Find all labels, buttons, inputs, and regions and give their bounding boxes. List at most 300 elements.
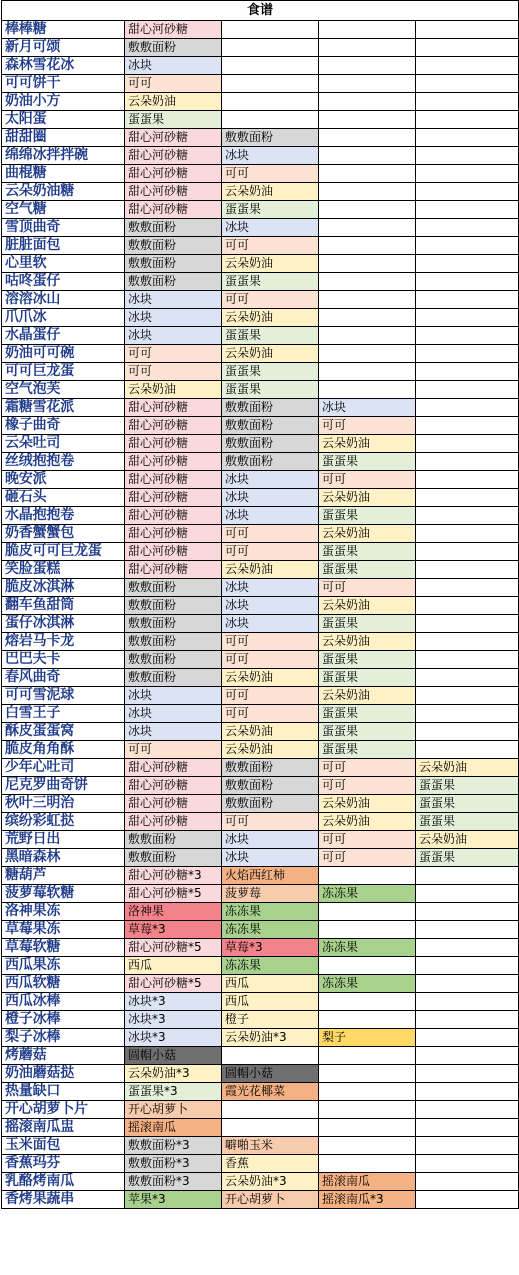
table-row: [2, 723, 519, 741]
ingredient-cell: 蛋蛋果: [416, 813, 519, 831]
ingredient-cell: 敷敷面粉: [222, 417, 319, 435]
ingredient-cell: 云朵奶油: [222, 669, 319, 687]
empty-cell: [319, 1083, 416, 1101]
empty-cell: [416, 183, 519, 201]
table-row: [2, 489, 519, 507]
empty-cell: [416, 903, 519, 921]
recipe-name: 脆皮可可巨龙蛋: [2, 543, 125, 561]
ingredient-cell: 可可: [319, 831, 416, 849]
ingredient-cell: 可可: [125, 75, 222, 93]
ingredient-cell: 云朵奶油: [222, 741, 319, 759]
empty-cell: [319, 201, 416, 219]
table-row: [2, 183, 519, 201]
recipe-name: 熔岩马卡龙: [2, 633, 125, 651]
table-row: [2, 813, 519, 831]
ingredient-cell: 冰块: [125, 723, 222, 741]
ingredient-cell: 蛋蛋果: [319, 723, 416, 741]
table-row: [2, 1191, 519, 1209]
ingredient-cell: 敷敷面粉: [125, 615, 222, 633]
recipe-name: 巴巴夫卡: [2, 651, 125, 669]
empty-cell: [222, 57, 319, 75]
ingredient-cell: 蛋蛋果: [222, 273, 319, 291]
recipe-name: 空气糖: [2, 201, 125, 219]
ingredient-cell: 敷敷面粉: [125, 831, 222, 849]
recipe-name: 水晶蛋仔: [2, 327, 125, 345]
table-row: [2, 525, 519, 543]
recipe-name: 空气泡芙: [2, 381, 125, 399]
empty-cell: [319, 1047, 416, 1065]
ingredient-cell: 敷敷面粉: [125, 255, 222, 273]
ingredient-cell: 可可: [319, 849, 416, 867]
recipe-name: 西瓜冰棒: [2, 993, 125, 1011]
recipe-name: 可可雪泥球: [2, 687, 125, 705]
recipe-name: 曲棍糖: [2, 165, 125, 183]
ingredient-cell: 火焰西红柿: [222, 867, 319, 885]
ingredient-cell: 冰块: [222, 615, 319, 633]
empty-cell: [416, 489, 519, 507]
ingredient-cell: 冰块: [222, 471, 319, 489]
empty-cell: [319, 39, 416, 57]
empty-cell: [416, 633, 519, 651]
table-row: [2, 111, 519, 129]
empty-cell: [222, 1119, 319, 1137]
ingredient-cell: 云朵奶油: [319, 525, 416, 543]
ingredient-cell: 可可: [319, 777, 416, 795]
ingredient-cell: 蛋蛋果: [319, 669, 416, 687]
ingredient-cell: 可可: [125, 345, 222, 363]
empty-cell: [319, 867, 416, 885]
table-row: [2, 381, 519, 399]
empty-cell: [319, 345, 416, 363]
table-row: [2, 993, 519, 1011]
empty-cell: [416, 309, 519, 327]
ingredient-cell: 开心胡萝卜: [222, 1191, 319, 1209]
empty-cell: [416, 939, 519, 957]
ingredient-cell: 冰块: [222, 597, 319, 615]
ingredient-cell: 香蕉: [222, 1155, 319, 1173]
ingredient-cell: 草莓*3: [125, 921, 222, 939]
table-row: [2, 1119, 519, 1137]
ingredient-cell: 云朵奶油: [319, 597, 416, 615]
ingredient-cell: 蛋蛋果*3: [125, 1083, 222, 1101]
ingredient-cell: 甜心河砂糖*5: [125, 885, 222, 903]
ingredient-cell: 蛋蛋果: [319, 651, 416, 669]
ingredient-cell: 云朵奶油: [222, 561, 319, 579]
table-row: [2, 867, 519, 885]
table-row: [2, 939, 519, 957]
ingredient-cell: 甜心河砂糖: [125, 759, 222, 777]
ingredient-cell: 蛋蛋果: [416, 849, 519, 867]
empty-cell: [416, 1137, 519, 1155]
table-row: [2, 651, 519, 669]
recipe-name: 西瓜软糖: [2, 975, 125, 993]
recipe-name: 梨子冰棒: [2, 1029, 125, 1047]
ingredient-cell: 蛋蛋果: [416, 795, 519, 813]
empty-cell: [416, 345, 519, 363]
table-row: [2, 1047, 519, 1065]
ingredient-cell: 云朵奶油*3: [222, 1173, 319, 1191]
table-row: [2, 75, 519, 93]
ingredient-cell: 蛋蛋果: [222, 363, 319, 381]
recipe-name: 心里软: [2, 255, 125, 273]
ingredient-cell: 冻冻果: [319, 885, 416, 903]
empty-cell: [416, 399, 519, 417]
empty-cell: [416, 93, 519, 111]
empty-cell: [319, 1101, 416, 1119]
empty-cell: [416, 1155, 519, 1173]
recipe-name: 橙子冰棒: [2, 1011, 125, 1029]
table-row: [2, 273, 519, 291]
ingredient-cell: 冰块: [125, 327, 222, 345]
empty-cell: [319, 1119, 416, 1137]
ingredient-cell: 可可: [222, 291, 319, 309]
recipe-name: 绵绵冰拌拌碗: [2, 147, 125, 165]
empty-cell: [416, 435, 519, 453]
ingredient-cell: 可可: [125, 741, 222, 759]
recipe-name: 森林雪花冰: [2, 57, 125, 75]
recipe-name: 奶香蟹蟹包: [2, 525, 125, 543]
table-row: [2, 669, 519, 687]
empty-cell: [319, 957, 416, 975]
ingredient-cell: 蛋蛋果: [319, 543, 416, 561]
ingredient-cell: 可可: [222, 687, 319, 705]
ingredient-cell: 冻冻果: [222, 921, 319, 939]
empty-cell: [319, 381, 416, 399]
recipe-name: 脆皮角角酥: [2, 741, 125, 759]
empty-cell: [319, 363, 416, 381]
ingredient-cell: 可可: [319, 417, 416, 435]
recipe-name: 糖葫芦: [2, 867, 125, 885]
empty-cell: [416, 615, 519, 633]
recipe-name: 溶溶冰山: [2, 291, 125, 309]
ingredient-cell: 敷敷面粉: [125, 237, 222, 255]
recipe-name: 香烤果蔬串: [2, 1191, 125, 1209]
ingredient-cell: 橙子: [222, 1011, 319, 1029]
empty-cell: [416, 1119, 519, 1137]
table-row: [2, 615, 519, 633]
ingredient-cell: 冰块: [222, 219, 319, 237]
table-row: [2, 1137, 519, 1155]
table-row: [2, 957, 519, 975]
recipe-name: 菠萝莓软糖: [2, 885, 125, 903]
empty-cell: [416, 147, 519, 165]
ingredient-cell: 可可: [222, 633, 319, 651]
ingredient-cell: 冰块: [125, 705, 222, 723]
ingredient-cell: 云朵奶油: [319, 633, 416, 651]
recipe-name: 新月可颂: [2, 39, 125, 57]
ingredient-cell: 甜心河砂糖*5: [125, 975, 222, 993]
ingredient-cell: 敷敷面粉: [222, 453, 319, 471]
empty-cell: [319, 903, 416, 921]
empty-cell: [416, 723, 519, 741]
recipe-name: 烤蘑菇: [2, 1047, 125, 1065]
ingredient-cell: 开心胡萝卜: [125, 1101, 222, 1119]
recipe-name: 西瓜果冻: [2, 957, 125, 975]
ingredient-cell: 云朵奶油: [222, 723, 319, 741]
empty-cell: [416, 1029, 519, 1047]
empty-cell: [319, 57, 416, 75]
recipe-name: 草莓软糖: [2, 939, 125, 957]
ingredient-cell: 敷敷面粉*3: [125, 1155, 222, 1173]
empty-cell: [319, 291, 416, 309]
empty-cell: [416, 381, 519, 399]
ingredient-cell: 可可: [222, 543, 319, 561]
ingredient-cell: 敷敷面粉: [222, 129, 319, 147]
empty-cell: [416, 1173, 519, 1191]
table-row: [2, 309, 519, 327]
table-row: [2, 579, 519, 597]
table-row: [2, 93, 519, 111]
ingredient-cell: 甜心河砂糖: [125, 183, 222, 201]
table-row: [2, 399, 519, 417]
empty-cell: [319, 993, 416, 1011]
recipe-name: 奶油小方: [2, 93, 125, 111]
table-row: [2, 291, 519, 309]
ingredient-cell: 敷敷面粉: [125, 633, 222, 651]
ingredient-cell: 冰块: [222, 849, 319, 867]
ingredient-cell: 可可: [319, 471, 416, 489]
empty-cell: [222, 1101, 319, 1119]
ingredient-cell: 敷敷面粉: [125, 669, 222, 687]
ingredient-cell: 蛋蛋果: [319, 615, 416, 633]
ingredient-cell: 云朵奶油: [222, 183, 319, 201]
ingredient-cell: 甜心河砂糖: [125, 813, 222, 831]
empty-cell: [416, 273, 519, 291]
ingredient-cell: 甜心河砂糖: [125, 561, 222, 579]
ingredient-cell: 甜心河砂糖: [125, 471, 222, 489]
ingredient-cell: 冰块: [125, 687, 222, 705]
ingredient-cell: 甜心河砂糖: [125, 129, 222, 147]
ingredient-cell: 敷敷面粉: [125, 597, 222, 615]
empty-cell: [416, 687, 519, 705]
table-row: [2, 777, 519, 795]
recipe-name: 橡子曲奇: [2, 417, 125, 435]
ingredient-cell: 可可: [222, 237, 319, 255]
ingredient-cell: 圆帽小菇: [222, 1065, 319, 1083]
recipe-name: 砸石头: [2, 489, 125, 507]
ingredient-cell: 敷敷面粉: [125, 651, 222, 669]
ingredient-cell: 西瓜: [222, 975, 319, 993]
ingredient-cell: 冰块: [125, 57, 222, 75]
recipe-name: 尼克罗曲奇饼: [2, 777, 125, 795]
empty-cell: [319, 147, 416, 165]
recipe-name: 少年心吐司: [2, 759, 125, 777]
empty-cell: [319, 93, 416, 111]
empty-cell: [416, 75, 519, 93]
empty-cell: [319, 1065, 416, 1083]
ingredient-cell: 蛋蛋果: [319, 561, 416, 579]
ingredient-cell: 草莓*3: [222, 939, 319, 957]
table-row: [2, 147, 519, 165]
table-row: [2, 165, 519, 183]
ingredient-cell: 蛋蛋果: [125, 111, 222, 129]
table-row: [2, 327, 519, 345]
ingredient-cell: 冰块: [222, 489, 319, 507]
table-row: [2, 471, 519, 489]
ingredient-cell: 云朵奶油: [125, 381, 222, 399]
empty-cell: [319, 1155, 416, 1173]
ingredient-cell: 摇滚南瓜*3: [319, 1191, 416, 1209]
empty-cell: [319, 327, 416, 345]
table-row: [2, 129, 519, 147]
ingredient-cell: 甜心河砂糖*5: [125, 939, 222, 957]
empty-cell: [319, 1011, 416, 1029]
empty-cell: [416, 651, 519, 669]
table-row: [2, 633, 519, 651]
table-row: [2, 921, 519, 939]
ingredient-cell: 冰块: [125, 291, 222, 309]
ingredient-cell: 甜心河砂糖: [125, 201, 222, 219]
ingredient-cell: 甜心河砂糖: [125, 435, 222, 453]
ingredient-cell: 甜心河砂糖: [125, 795, 222, 813]
table-row: [2, 705, 519, 723]
ingredient-cell: 苹果*3: [125, 1191, 222, 1209]
empty-cell: [416, 579, 519, 597]
ingredient-cell: 甜心河砂糖: [125, 399, 222, 417]
empty-cell: [416, 129, 519, 147]
ingredient-cell: 甜心河砂糖: [125, 507, 222, 525]
table-row: [2, 1101, 519, 1119]
recipe-name: 霜糖雪花派: [2, 399, 125, 417]
ingredient-cell: 云朵奶油: [222, 345, 319, 363]
ingredient-cell: 冰块: [222, 831, 319, 849]
recipe-name: 可可饼干: [2, 75, 125, 93]
table-row: [2, 417, 519, 435]
empty-cell: [416, 291, 519, 309]
ingredient-cell: 云朵奶油: [319, 687, 416, 705]
empty-cell: [416, 1101, 519, 1119]
ingredient-cell: 云朵奶油: [416, 831, 519, 849]
empty-cell: [416, 237, 519, 255]
ingredient-cell: 可可: [319, 579, 416, 597]
empty-cell: [416, 453, 519, 471]
recipe-name: 玉米面包: [2, 1137, 125, 1155]
table-row: [2, 885, 519, 903]
table-row: [2, 237, 519, 255]
ingredient-cell: 云朵奶油: [222, 255, 319, 273]
ingredient-cell: 冻冻果: [222, 903, 319, 921]
empty-cell: [416, 417, 519, 435]
table-row: [2, 57, 519, 75]
table-row: [2, 507, 519, 525]
ingredient-cell: 冰块*3: [125, 1029, 222, 1047]
recipe-name: 荒野日出: [2, 831, 125, 849]
ingredient-cell: 云朵奶油: [416, 759, 519, 777]
table-row: [2, 1065, 519, 1083]
ingredient-cell: 蛋蛋果: [319, 507, 416, 525]
ingredient-cell: 可可: [222, 705, 319, 723]
empty-cell: [416, 507, 519, 525]
recipe-name: 热量缺口: [2, 1083, 125, 1101]
empty-cell: [319, 309, 416, 327]
recipe-name: 可可巨龙蛋: [2, 363, 125, 381]
empty-cell: [416, 219, 519, 237]
ingredient-cell: 甜心河砂糖*3: [125, 867, 222, 885]
recipe-name: 甜甜圈: [2, 129, 125, 147]
ingredient-cell: 敷敷面粉: [125, 579, 222, 597]
recipe-name: 春风曲奇: [2, 669, 125, 687]
ingredient-cell: 冰块: [222, 147, 319, 165]
empty-cell: [416, 525, 519, 543]
ingredient-cell: 敷敷面粉: [222, 399, 319, 417]
empty-cell: [416, 741, 519, 759]
table-row: [2, 561, 519, 579]
table-row: [2, 741, 519, 759]
table-row: [2, 1155, 519, 1173]
empty-cell: [416, 1047, 519, 1065]
ingredient-cell: 冻冻果: [319, 975, 416, 993]
ingredient-cell: 冰块*3: [125, 993, 222, 1011]
empty-cell: [416, 111, 519, 129]
recipe-name: 丝绒抱抱卷: [2, 453, 125, 471]
ingredient-cell: 摇滚南瓜: [319, 1173, 416, 1191]
recipe-name: 秋叶三明治: [2, 795, 125, 813]
table-row: [2, 1083, 519, 1101]
table-row: [2, 201, 519, 219]
recipe-name: 开心胡萝卜片: [2, 1101, 125, 1119]
empty-cell: [319, 129, 416, 147]
empty-cell: [319, 273, 416, 291]
ingredient-cell: 冻冻果: [319, 939, 416, 957]
ingredient-cell: 敷敷面粉: [222, 777, 319, 795]
empty-cell: [416, 957, 519, 975]
empty-cell: [416, 201, 519, 219]
table-row: [2, 255, 519, 273]
table-row: [2, 903, 519, 921]
empty-cell: [416, 1011, 519, 1029]
ingredient-cell: 敷敷面粉: [125, 849, 222, 867]
recipe-name: 缤纷彩虹挞: [2, 813, 125, 831]
recipe-name: 咕咚蛋仔: [2, 273, 125, 291]
ingredient-cell: 冰块: [222, 579, 319, 597]
empty-cell: [416, 705, 519, 723]
empty-cell: [416, 363, 519, 381]
recipe-name: 爪爪冰: [2, 309, 125, 327]
table-row: [2, 849, 519, 867]
recipe-name: 奶油可可碗: [2, 345, 125, 363]
empty-cell: [319, 255, 416, 273]
ingredient-cell: 西瓜: [125, 957, 222, 975]
empty-cell: [319, 1137, 416, 1155]
ingredient-cell: 甜心河砂糖: [125, 525, 222, 543]
recipe-name: 乳酪烤南瓜: [2, 1173, 125, 1191]
empty-cell: [416, 597, 519, 615]
empty-cell: [416, 867, 519, 885]
empty-cell: [416, 561, 519, 579]
recipe-name: 晚安派: [2, 471, 125, 489]
empty-cell: [222, 111, 319, 129]
recipe-name: 翻车鱼甜筒: [2, 597, 125, 615]
ingredient-cell: 霞光花椰菜: [222, 1083, 319, 1101]
ingredient-cell: 可可: [222, 813, 319, 831]
empty-cell: [319, 111, 416, 129]
recipe-name: 云朵吐司: [2, 435, 125, 453]
recipe-name: 黑暗森林: [2, 849, 125, 867]
table-row: [2, 975, 519, 993]
table-row: [2, 435, 519, 453]
table-row: [2, 21, 519, 39]
ingredient-cell: 梨子: [319, 1029, 416, 1047]
ingredient-cell: 甜心河砂糖: [125, 417, 222, 435]
ingredient-cell: 敷敷面粉: [125, 39, 222, 57]
recipe-name: 香蕉玛芬: [2, 1155, 125, 1173]
empty-cell: [319, 219, 416, 237]
table-row: [2, 219, 519, 237]
recipe-name: 雪顶曲奇: [2, 219, 125, 237]
ingredient-cell: 菠萝莓: [222, 885, 319, 903]
ingredient-cell: 西瓜: [222, 993, 319, 1011]
ingredient-cell: 云朵奶油*3: [222, 1029, 319, 1047]
